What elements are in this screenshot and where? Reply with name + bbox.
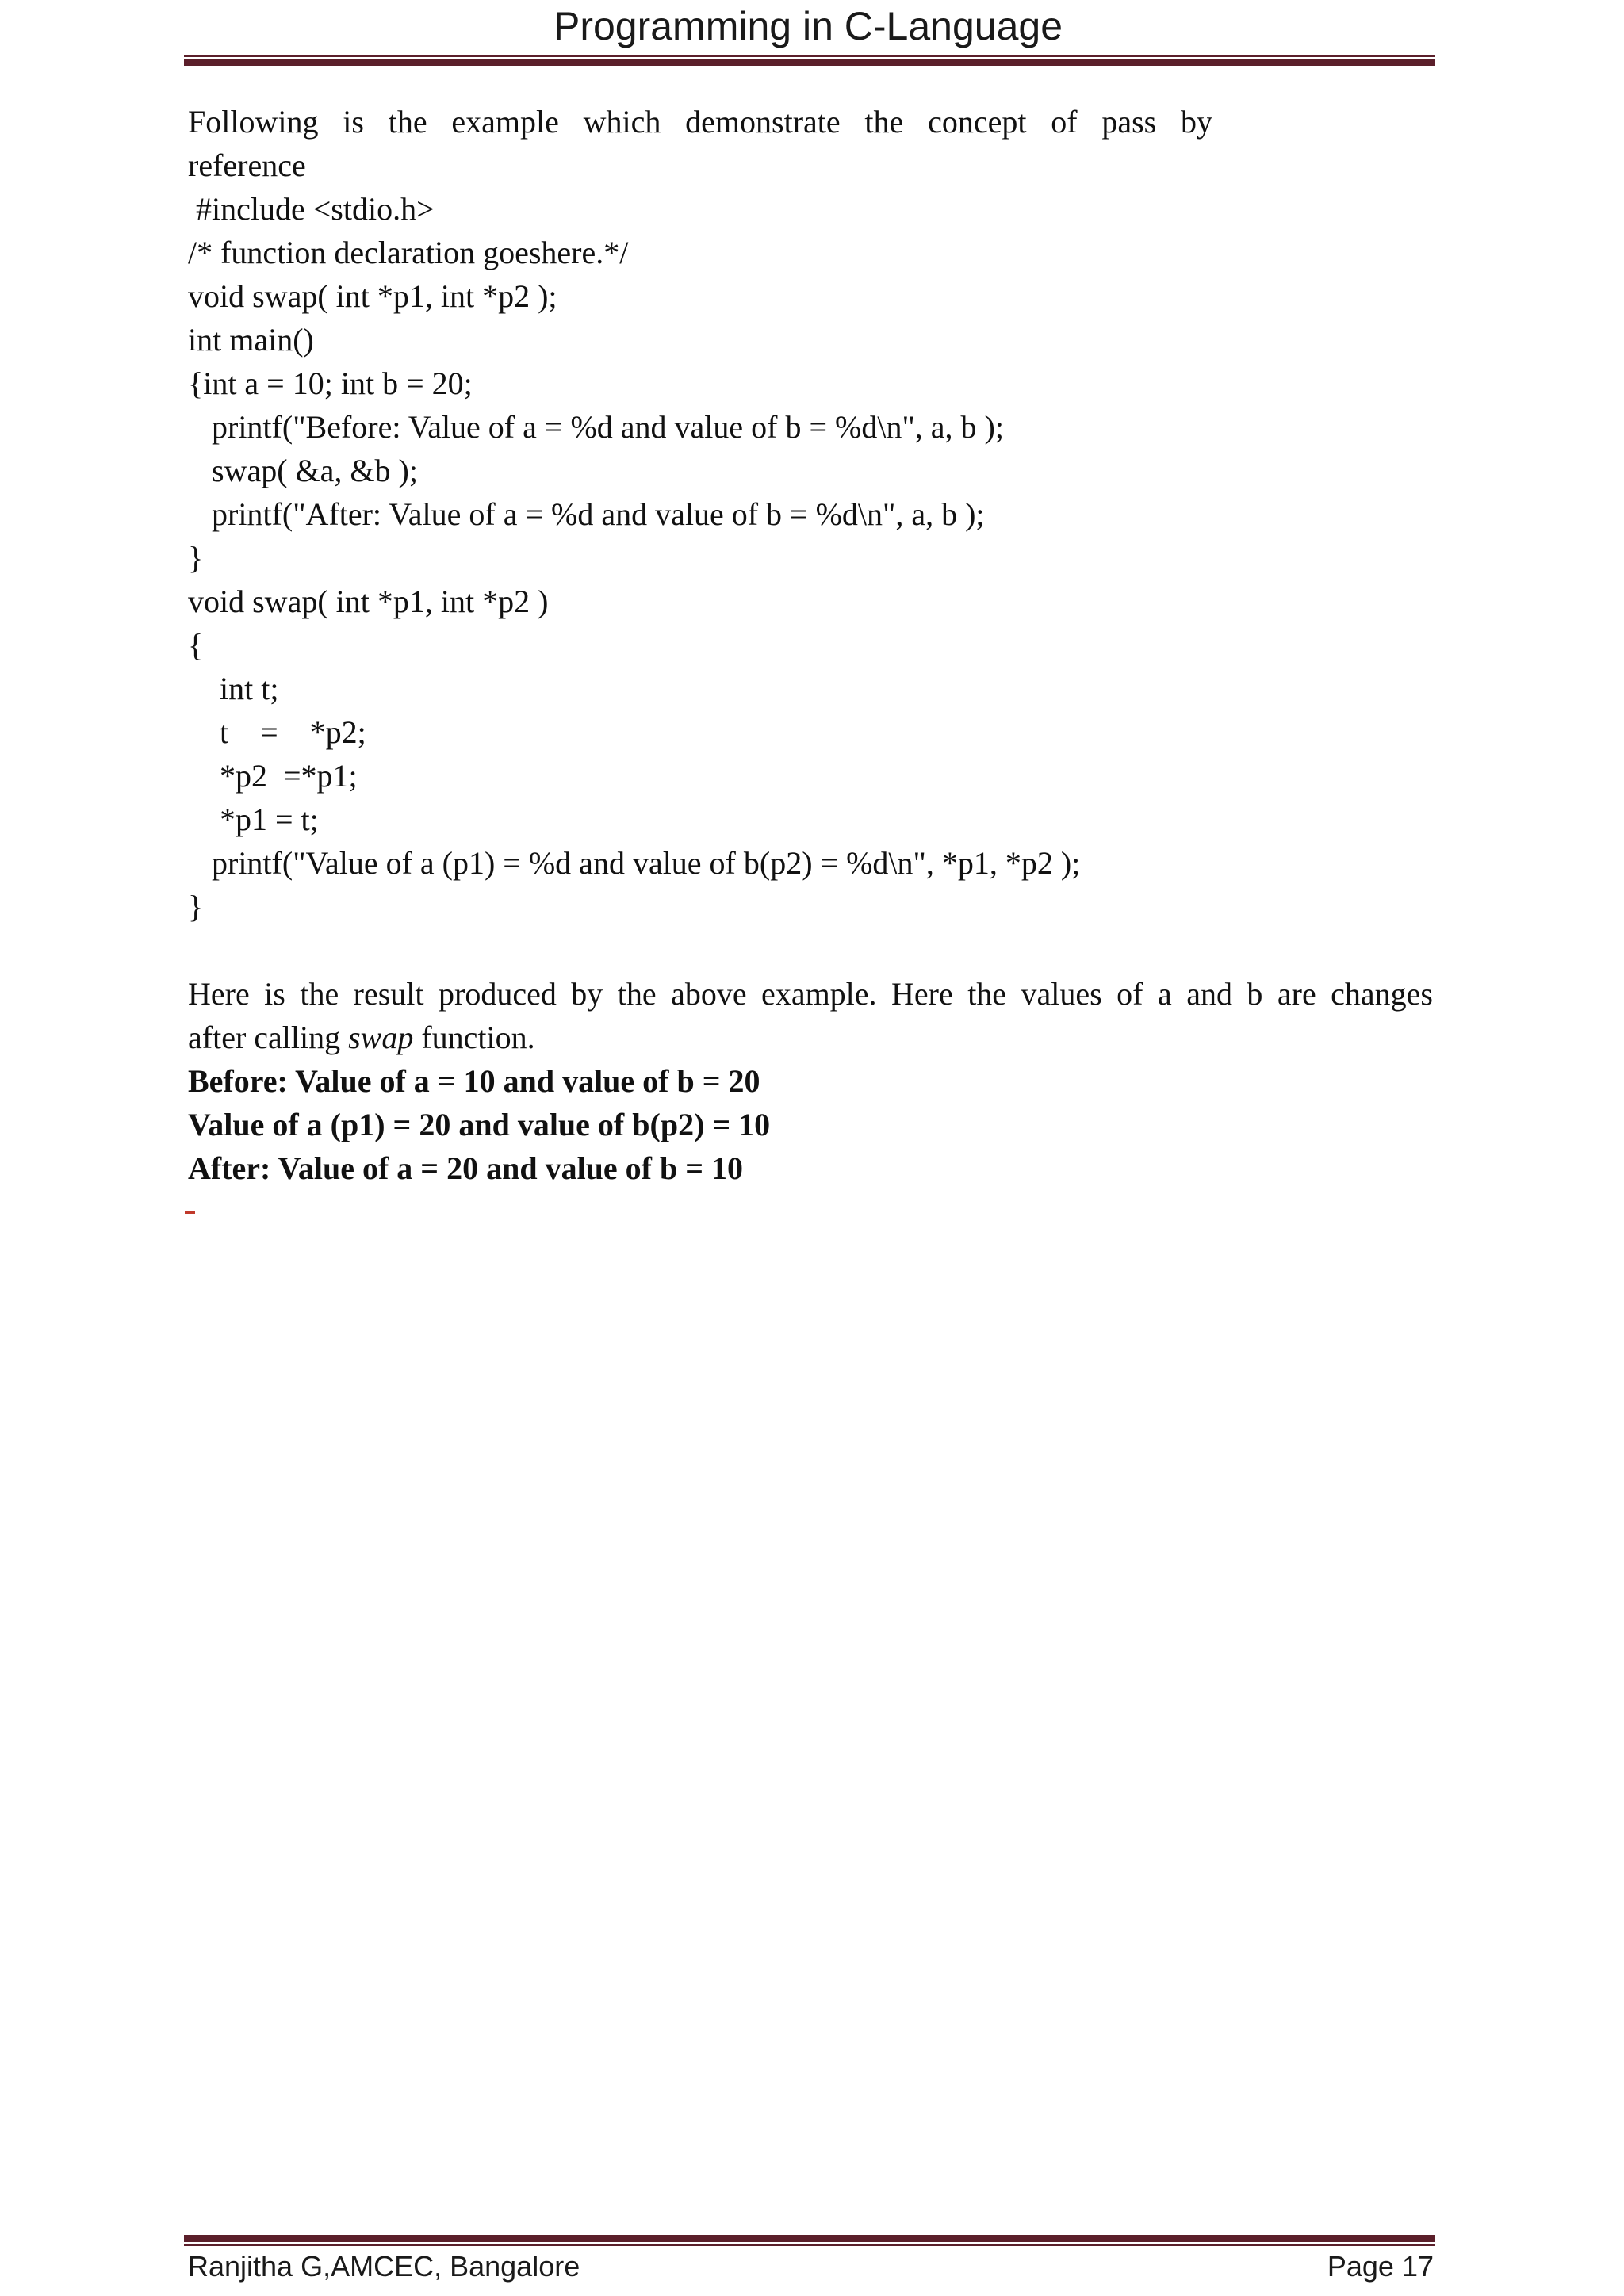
page-header-title: Programming in C-Language xyxy=(553,4,1063,48)
code-line-13: t = *p2; xyxy=(188,714,366,750)
output-line-after: After: Value of a = 20 and value of b = 10 xyxy=(188,1150,744,1186)
code-line-6: printf("Before: Value of a = %d and value of b = %d\n", a, b ); xyxy=(188,409,1004,445)
header-rule-thin xyxy=(184,55,1435,57)
result-line-2-start: after calling xyxy=(188,1020,349,1055)
swap-function-name: swap xyxy=(348,1020,414,1055)
code-line-16: printf("Value of a (p1) = %d and value of b(p2) = %d\n", *p1, *p2 ); xyxy=(188,845,1081,881)
output-line-before: Before: Value of a = 10 and value of b = 20 xyxy=(188,1063,760,1099)
text-cursor-mark xyxy=(185,1211,195,1214)
code-line-12: int t; xyxy=(188,671,279,706)
output-line-swap: Value of a (p1) = 20 and value of b(p2) = 10 xyxy=(188,1107,771,1142)
blank-line xyxy=(188,928,1433,972)
code-line-3: void swap( int *p1, int *p2 ); xyxy=(188,278,557,314)
code-line-4: int main() xyxy=(188,322,314,358)
intro-line-1: Following is the example which demonstrate the concept of pass by xyxy=(188,104,1212,140)
footer-rule-thick xyxy=(184,2235,1435,2242)
footer-page-number: Page 17 xyxy=(1327,2250,1434,2283)
code-line-14: *p2 =*p1; xyxy=(188,758,358,794)
code-line-10: void swap( int *p1, int *p2 ) xyxy=(188,584,549,619)
code-line-9: } xyxy=(188,540,204,576)
code-line-1: #include <stdio.h> xyxy=(188,191,435,227)
result-line-2 xyxy=(188,1016,1433,1059)
code-line-17: } xyxy=(188,889,204,924)
code-line-2: /* function declaration goeshere.*/ xyxy=(188,235,629,270)
result-line-1: Here is the result produced by the above example. Here the values of a and b are changes xyxy=(188,976,1433,1012)
code-line-8: printf("After: Value of a = %d and value of b = %d\n", a, b ); xyxy=(188,496,985,532)
page-body xyxy=(188,100,1433,1190)
footer-author: Ranjitha G,AMCEC, Bangalore xyxy=(188,2250,580,2283)
code-line-5: {int a = 10; int b = 20; xyxy=(188,365,473,401)
result-line-2-end: function. xyxy=(413,1020,535,1055)
footer-rule-thin xyxy=(184,2244,1435,2246)
intro-line-2: reference xyxy=(188,147,306,183)
code-line-15: *p1 = t; xyxy=(188,802,319,837)
header-rule-thick xyxy=(184,59,1435,66)
code-line-7: swap( &a, &b ); xyxy=(188,453,418,488)
code-line-11: { xyxy=(188,627,204,663)
